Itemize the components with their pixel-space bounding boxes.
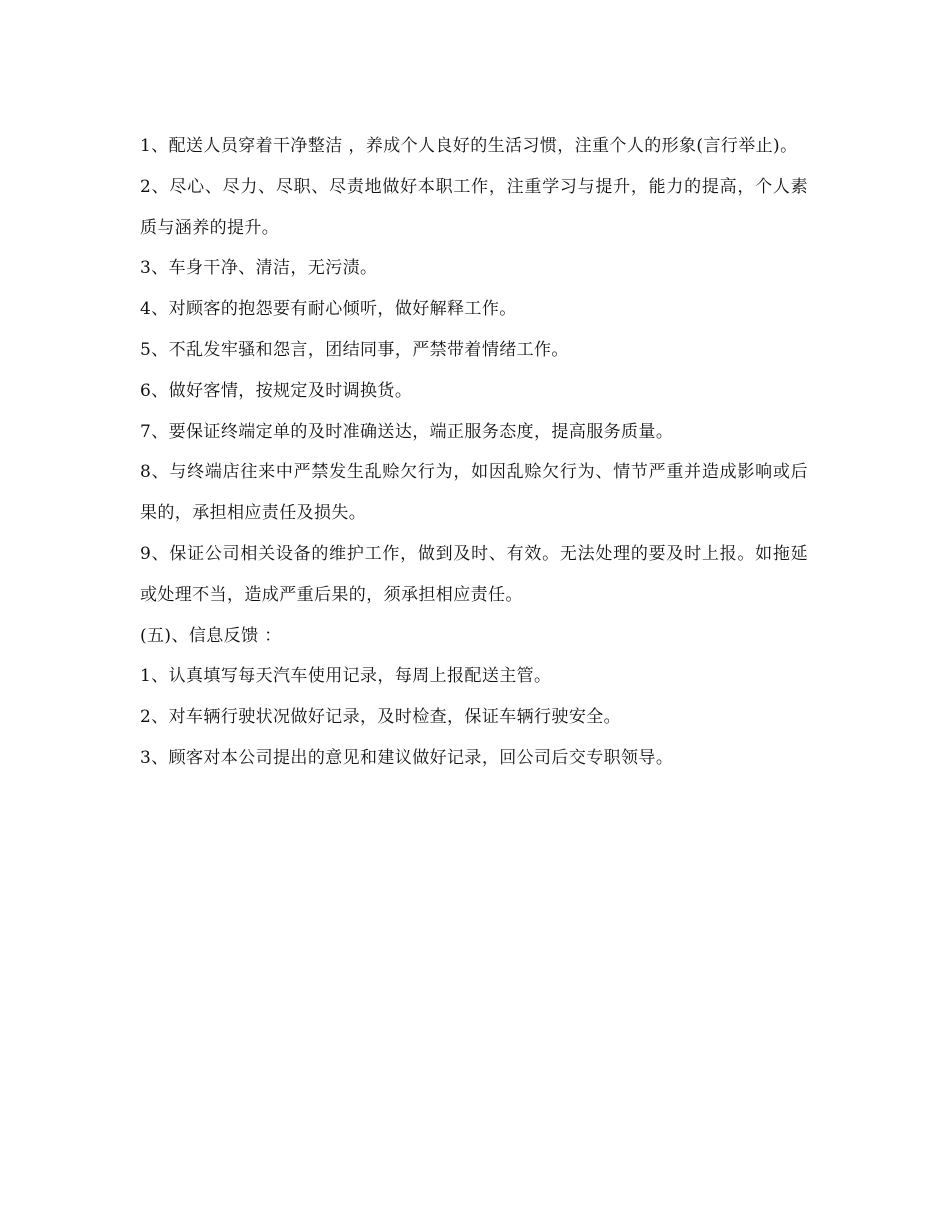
- paragraph-item-7: 7、要保证终端定单的及时准确送达，端正服务态度，提高服务质量。: [140, 421, 674, 442]
- feedback-item-2: 2、对车辆行驶状况做好记录，及时检查，保证车辆行驶安全。: [140, 707, 622, 728]
- paragraph-item-9: 9、保证公司相关设备的维护工作，做到及时、有效。无法处理的要及时上报。如拖延或处理不当，造成严重后果的，须承担相应责任。: [140, 543, 808, 605]
- paragraph-item-1: 1、配送人员穿着干净整洁 ，养成个人良好的生活习惯，注重个人的形象(言行举止)。: [140, 136, 798, 156]
- feedback-item-1: 1、认真填写每天汽车使用记录，每周上报配送主管。: [140, 666, 552, 687]
- paragraph-item-6: 6、做好客情，按规定及时调换货。: [140, 380, 413, 401]
- paragraph-item-2: 2、尽心、尽力、尽职、尽责地做好本职工作，注重学习与提升，能力的提高，个人素质与涵养的提升。: [140, 176, 808, 238]
- paragraph-item-4: 4、对顾客的抱怨要有耐心倾听，做好解释工作。: [140, 299, 517, 320]
- document-body: [140, 126, 808, 779]
- paragraph-item-5: 5、不乱发牢骚和怨言，团结同事，严禁带着情绪工作。: [140, 339, 569, 360]
- feedback-item-3: 3、顾客对本公司提出的意见和建议做好记录，回公司后交专职领导。: [140, 747, 674, 768]
- paragraph-item-3: 3、车身干净、清洁，无污渍。: [140, 258, 378, 279]
- section-heading-feedback: (五)、信息反馈 ：: [140, 625, 282, 646]
- paragraph-item-8: 8、与终端店往来中严禁发生乱赊欠行为，如因乱赊欠行为、情节严重并造成影响或后果的，承担相应责任及损失。: [140, 462, 808, 524]
